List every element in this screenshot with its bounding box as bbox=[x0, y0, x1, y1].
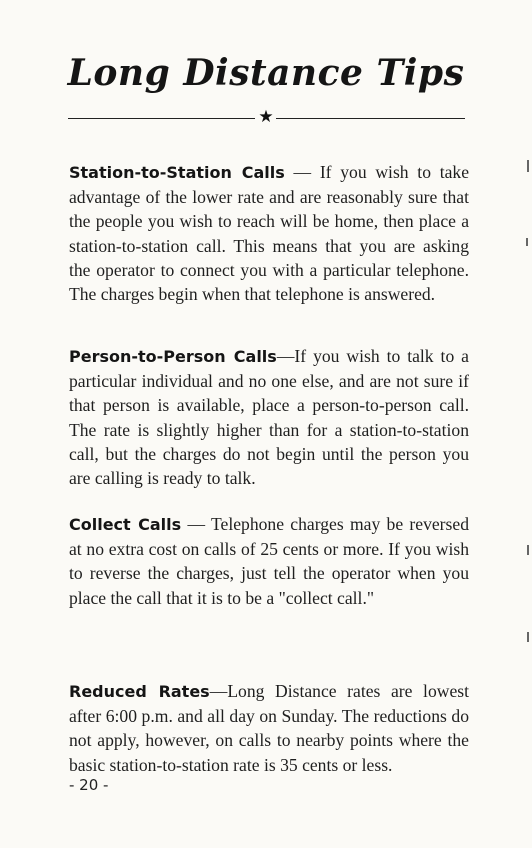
section-separator: — bbox=[181, 514, 211, 534]
star-ornament-icon: ★ bbox=[258, 107, 274, 127]
binding-mark bbox=[527, 160, 529, 172]
section-body: Long Distance rates are lowest after 6:00 p.m. and all day on Sunday. The reductions do not apply, however, on calls to nearby points where the basic station-to-station rate is 35 cents or less. bbox=[69, 681, 469, 775]
binding-mark bbox=[526, 238, 528, 246]
section-separator: — bbox=[284, 162, 320, 182]
section-separator: — bbox=[276, 346, 295, 366]
section-body: If you wish to take advantage of the lower rate and are reasonably sure that the people you wish to reach will be home, then place a station-to-station call. This means that you are asking the operator to connect you with a particular telephone. The charges begin when that telephone is answered. bbox=[69, 162, 469, 305]
page-title: Long Distance Tips bbox=[67, 52, 465, 94]
binding-mark bbox=[527, 545, 529, 555]
page-number: - 20 - bbox=[69, 776, 109, 794]
section-body: Telephone charges may be reversed at no extra cost on calls of 25 cents or more. If you wish to reverse the charges, just tell the operator when you place the call that it is to be a "collect call." bbox=[69, 514, 469, 608]
section-station-to-station bbox=[69, 160, 469, 306]
section-heading: Reduced Rates bbox=[69, 682, 210, 701]
section-heading: Person-to-Person Calls bbox=[69, 347, 277, 366]
title-rule-right bbox=[276, 118, 465, 119]
section-body: If you wish to talk to a particular individual and no one else, and are not sure if that person is available, place a person-to-person call. The rate is slightly higher than for a station-to-station call, but the charges do not begin until the person you are calling is ready to talk. bbox=[69, 346, 469, 489]
section-heading: Collect Calls bbox=[69, 515, 182, 534]
section-heading: Station-to-Station Calls bbox=[69, 163, 285, 182]
title-rule-left bbox=[68, 118, 255, 119]
section-collect-calls bbox=[69, 512, 469, 610]
section-person-to-person bbox=[69, 344, 469, 490]
section-separator: — bbox=[209, 681, 228, 701]
binding-mark bbox=[527, 632, 529, 642]
section-reduced-rates bbox=[69, 679, 469, 777]
